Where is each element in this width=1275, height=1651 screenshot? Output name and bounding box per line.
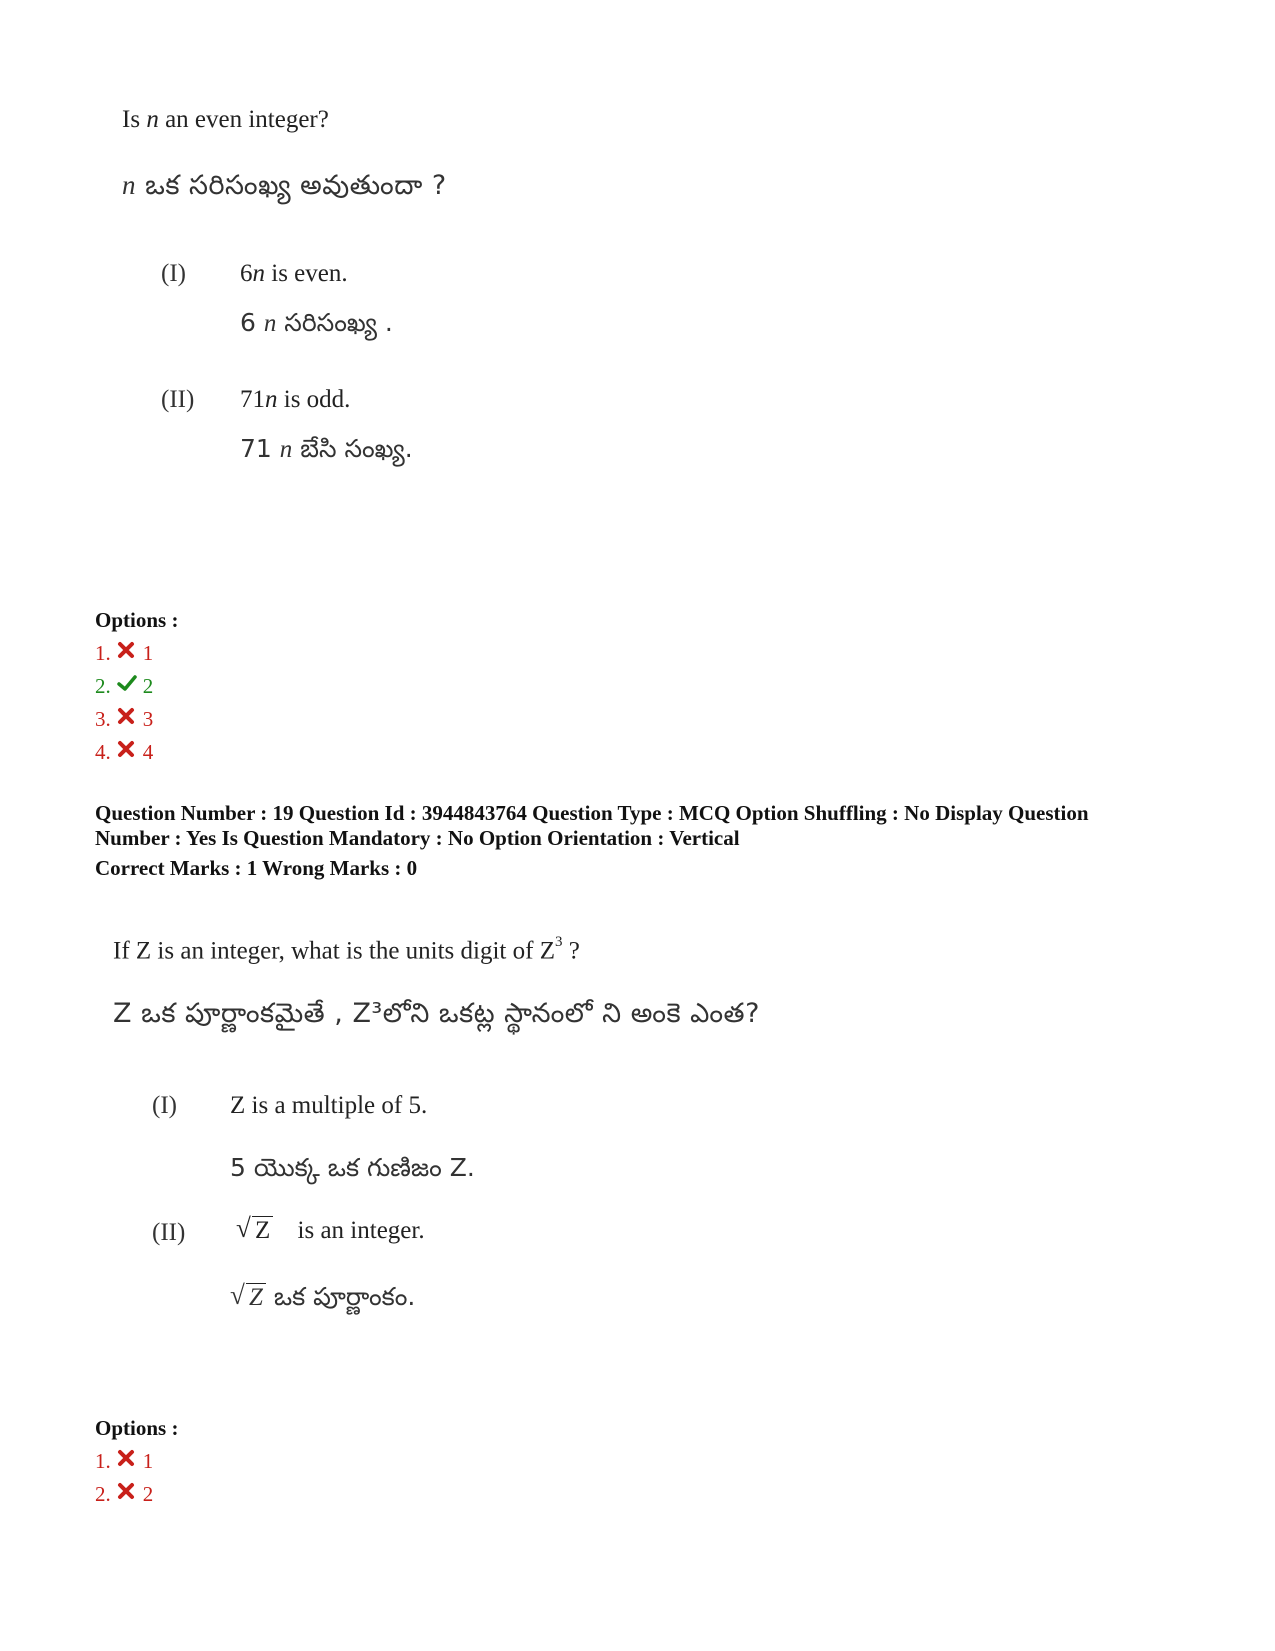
q18-statement-1-label: (I) [161, 260, 186, 287]
q18-statement-2-te: 71 n బేసి సంఖ్య. [240, 434, 413, 463]
square-root-symbol: √ Z [236, 1216, 273, 1245]
cross-icon [117, 1481, 135, 1499]
q19-option-2: 2. 2 [95, 1482, 154, 1506]
q18-option-2: 2. 2 [95, 674, 154, 698]
q18-stem-en: Is n an even integer? [122, 106, 329, 133]
cross-icon [117, 640, 135, 658]
q19-statement-2-te: √ Z ఒక పూర్ణాంకం. [230, 1280, 416, 1311]
q19-option-1: 1. 1 [95, 1449, 154, 1473]
q18-option-3: 3. 3 [95, 707, 154, 731]
q18-option-1: 1. 1 [95, 641, 154, 665]
cross-icon [117, 706, 135, 724]
q19-stem-te: Z ఒక పూర్ణాంకమైతే , Z³లోని ఒకట్ల స్థానంలో ని అంకె ఎంత? [113, 998, 760, 1029]
q18-stem-te: n ఒక సరిసంఖ్య అవుతుందా ? [122, 170, 447, 201]
q19-options-heading: Options : [95, 1416, 179, 1440]
q18-options-heading: Options : [95, 608, 179, 632]
cross-icon [117, 739, 135, 757]
q19-statement-2-label: (II) [152, 1219, 186, 1246]
q18-statement-2-label: (II) [161, 386, 195, 413]
q19-statement-1-te: 5 యొక్క ఒక గుణిజం Z. [230, 1153, 475, 1182]
q19-meta-line-2: Number : Yes Is Question Mandatory : No Option Orientation : Vertical [95, 826, 740, 850]
q19-meta-line-3: Correct Marks : 1 Wrong Marks : 0 [95, 856, 418, 880]
q18-option-4: 4. 4 [95, 740, 154, 764]
q19-statement-1-label: (I) [152, 1092, 177, 1119]
cross-icon [117, 1448, 135, 1466]
q18-statement-2-en: 71n is odd. [240, 386, 351, 413]
q19-statement-1-en: Z is a multiple of 5. [230, 1092, 428, 1119]
check-icon [117, 673, 135, 691]
q19-stem-en: If Z is an integer, what is the units digit of $Z^3$ ? [113, 934, 580, 965]
q19-statement-2-en: √ Z is an integer. [236, 1213, 425, 1244]
q18-statement-1-te: 6 n సరిసంఖ్య . [240, 308, 393, 337]
q18-statement-1-en: 6n is even. [240, 260, 348, 287]
square-root-symbol: √ Z [230, 1283, 266, 1312]
q19-meta-line-1: Question Number : 19 Question Id : 3944843764 Question Type : MCQ Option Shuffling : No Display Question [95, 801, 1089, 825]
